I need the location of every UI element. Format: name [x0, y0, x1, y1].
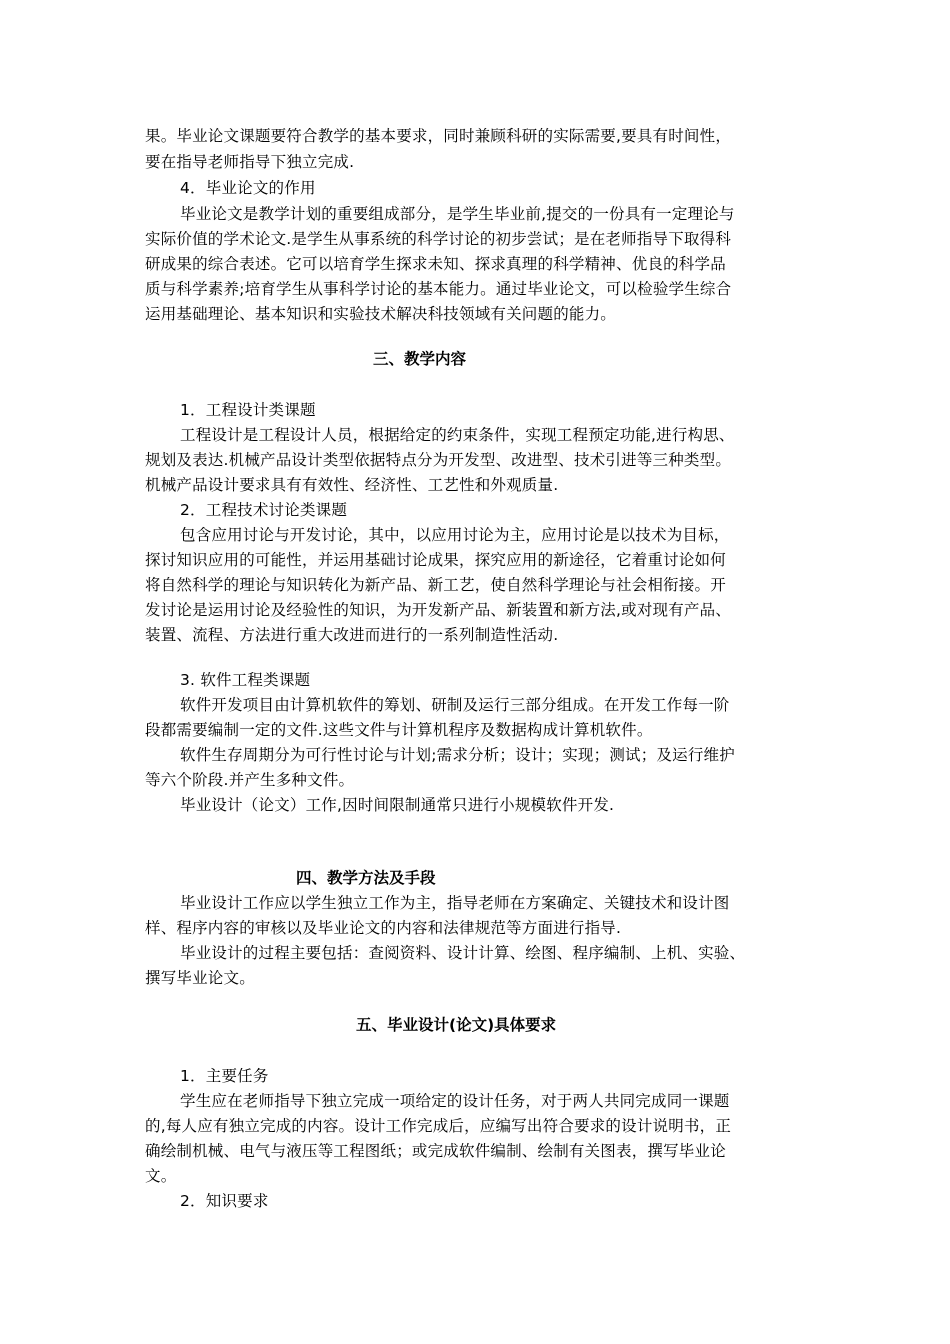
subheading: 3. 软件工程类课题 [180, 671, 311, 689]
section-heading: 三、教学内容 [373, 350, 467, 368]
subheading: 2．知识要求 [180, 1192, 269, 1210]
paragraph-line: 装置、流程、方法进行重大改进而进行的一系列制造性活动. [145, 626, 559, 644]
paragraph-line: 毕业设计工作应以学生独立工作为主，指导老师在方案确定、关键技术和设计图 [180, 894, 730, 912]
paragraph-line: 包含应用讨论与开发讨论，其中，以应用讨论为主，应用讨论是以技术为目标， [180, 526, 730, 544]
paragraph-line: 运用基础理论、基本知识和实验技术解决科技领域有关问题的能力。 [145, 305, 617, 323]
paragraph-line: 质与科学素养;培育学生从事科学讨论的基本能力。通过毕业论文，可以检验学生综合 [145, 280, 732, 298]
paragraph-line: 将自然科学的理论与知识转化为新产品、新工艺，使自然科学理论与社会相衔接。开 [145, 576, 726, 594]
paragraph-line: 等六个阶段.并产生多种文件。 [145, 771, 355, 789]
paragraph-line: 实际价值的学术论文.是学生从事系统的科学讨论的初步尝试；是在老师指导下取得科 [145, 230, 732, 248]
subheading: 1．主要任务 [180, 1067, 269, 1085]
paragraph-line: 确绘制机械、电气与液压等工程图纸；或完成软件编制、绘制有关图表，撰写毕业论 [145, 1142, 726, 1160]
paragraph-line: 软件开发项目由计算机软件的筹划、研制及运行三部分组成。在开发工作每一阶 [180, 696, 730, 714]
paragraph-line: 撰写毕业论文。 [145, 969, 255, 987]
paragraph-line: 毕业设计（论文）工作,因时间限制通常只进行小规模软件开发. [180, 796, 615, 814]
paragraph-line: 规划及表达.机械产品设计类型依据特点分为开发型、改进型、技术引进等三种类型。 [145, 451, 732, 469]
subheading: 2．工程技术讨论类课题 [180, 501, 348, 519]
paragraph-line: 要在指导老师指导下独立完成. [145, 153, 355, 171]
subheading: 1．工程设计类课题 [180, 401, 316, 419]
paragraph-line: 软件生存周期分为可行性讨论与计划;需求分析；设计；实现；测试；及运行维护 [180, 746, 735, 764]
paragraph-line: 学生应在老师指导下独立完成一项给定的设计任务，对于两人共同完成同一课题 [180, 1092, 730, 1110]
paragraph-line: 工程设计是工程设计人员，根据给定的约束条件，实现工程预定功能,进行构思、 [180, 426, 735, 444]
paragraph-line: 探讨知识应用的可能性，并运用基础讨论成果，探究应用的新途径，它着重讨论如何 [145, 551, 726, 569]
paragraph-line: 段都需要编制一定的文件.这些文件与计算机程序及数据构成计算机软件。 [145, 721, 653, 739]
paragraph-line: 毕业设计的过程主要包括：查阅资料、设计计算、绘图、程序编制、上机、实验、 [180, 944, 746, 962]
subheading: 4．毕业论文的作用 [180, 179, 316, 197]
paragraph-line: 发讨论是运用讨论及经验性的知识，为开发新产品、新装置和新方法,或对现有产品、 [145, 601, 732, 619]
paragraph-line: 毕业论文是教学计划的重要组成部分，是学生毕业前,提交的一份具有一定理论与 [180, 205, 735, 223]
paragraph-line: 研成果的综合表述。它可以培育学生探求未知、探求真理的科学精神、优良的科学品 [145, 255, 726, 273]
paragraph-line: 样、程序内容的审核以及毕业论文的内容和法律规范等方面进行指导. [145, 919, 622, 937]
section-heading: 四、教学方法及手段 [296, 869, 436, 887]
paragraph-line: 机械产品设计要求具有有效性、经济性、工艺性和外观质量. [145, 476, 559, 494]
paragraph-line: 果。毕业论文课题要符合教学的基本要求，同时兼顾科研的实际需要,要具有时间性， [145, 127, 732, 145]
section-heading: 五、毕业设计(论文)具体要求 [356, 1016, 557, 1034]
paragraph-line: 文。 [145, 1167, 177, 1185]
paragraph-line: 的,每人应有独立完成的内容。设计工作完成后，应编写出符合要求的设计说明书，正 [145, 1117, 732, 1135]
